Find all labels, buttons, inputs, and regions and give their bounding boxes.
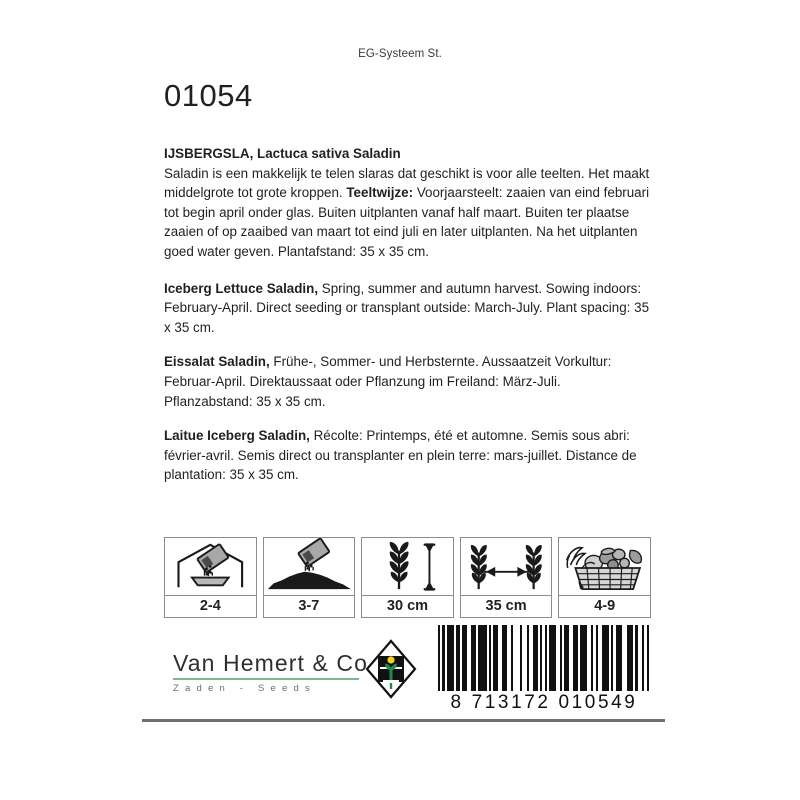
bottom-divider bbox=[142, 719, 665, 722]
barcode-bars bbox=[438, 625, 650, 691]
description-emphasis-dutch: Teeltwijze: bbox=[346, 185, 414, 201]
sow-outdoors-soil-icon bbox=[264, 538, 355, 596]
brand-lockup bbox=[173, 650, 369, 694]
pictogram-plant-spacing bbox=[460, 537, 553, 618]
diamond-seedling-logo bbox=[363, 637, 419, 701]
description-block-dutch bbox=[164, 144, 650, 262]
brand-rule bbox=[173, 678, 359, 680]
description-body-english: Spring, summer and autumn harvest. Sowing indoors: February-April. Direct seeding or transplant outside: March-July. Plant spacing: 35 x 35 cm. bbox=[164, 280, 650, 335]
description-title-french: Laitue Iceberg Saladin, bbox=[164, 428, 310, 444]
barcode bbox=[438, 625, 650, 714]
description-block-german bbox=[164, 352, 650, 411]
description-block-french bbox=[164, 426, 650, 485]
pictogram-label-harvest: 4-9 bbox=[559, 596, 650, 617]
eg-system-label: EG-Systeem St. bbox=[358, 48, 442, 60]
brand-subtitle: Zaden - Seeds bbox=[173, 682, 316, 694]
description-body-dutch-after: Voorjaarsteelt: zaaien van eind februari tot begin april onder glas. Buiten uitplanten vanaf half maart. Buiten ter plaatse zaaien of op zaaibed van maart tot eind juli en later uitplanten. Na het uitplanten goed water geven. Plantafstand: 35 x 35 cm. bbox=[164, 185, 650, 259]
pictogram-sow-outdoors bbox=[263, 537, 356, 618]
description-column bbox=[164, 144, 650, 500]
brand-name: Van Hemert & Co bbox=[173, 650, 369, 676]
pictogram-harvest bbox=[558, 537, 651, 618]
plant-height-icon bbox=[362, 538, 453, 596]
barcode-digits: 8 713172 010549 bbox=[450, 692, 638, 713]
pictogram-row bbox=[164, 537, 651, 618]
article-number: 01054 bbox=[164, 78, 253, 113]
pictogram-plant-height bbox=[361, 537, 454, 618]
harvest-basket-icon bbox=[559, 538, 650, 596]
description-body-dutch-before: Saladin is een makkelijk te telen slaras dat geschikt is voor alle teelten. Het maakt middelgrote tot grote kroppen. bbox=[164, 165, 650, 201]
pictogram-label-sow-indoors: 2-4 bbox=[165, 596, 256, 617]
description-body-french: Récolte: Printemps, été et automne. Semis sous abri: février-avril. Semis direct ou transplanter en plein terre: mars-juillet. Distance de plantation: 35 x 35 cm. bbox=[164, 428, 637, 483]
description-title-dutch: IJSBERGSLA, Lactuca sativa Saladin bbox=[164, 146, 401, 161]
description-body-german: Frühe-, Sommer- und Herbsternte. Aussaatzeit Vorkultur: Februar-April. Direktaussaat oder Pflanzung im Freiland: März-Juli. Pflanzabstand: 35 x 35 cm. bbox=[164, 354, 612, 409]
pictogram-sow-indoors bbox=[164, 537, 257, 618]
sow-indoors-greenhouse-icon bbox=[165, 538, 256, 596]
description-block-english bbox=[164, 279, 650, 338]
pictogram-label-plant-height: 30 cm bbox=[362, 596, 453, 617]
description-title-english: Iceberg Lettuce Saladin, bbox=[164, 280, 319, 296]
pictogram-label-sow-outdoors: 3-7 bbox=[264, 596, 355, 617]
description-title-german: Eissalat Saladin, bbox=[164, 354, 270, 370]
plant-spacing-icon bbox=[461, 538, 552, 596]
pictogram-label-plant-spacing: 35 cm bbox=[461, 596, 552, 617]
